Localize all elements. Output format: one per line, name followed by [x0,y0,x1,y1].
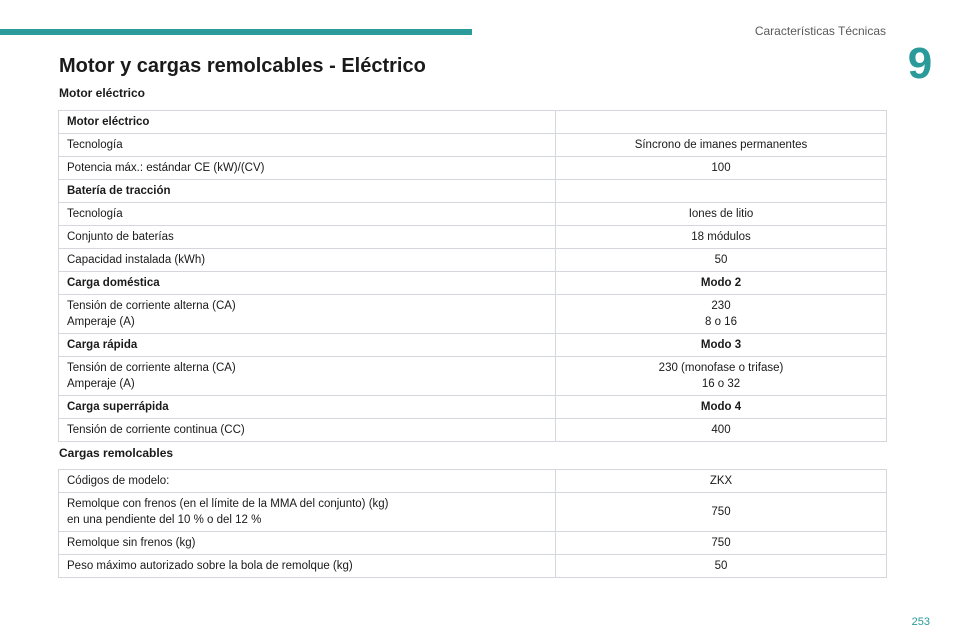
spec-label: Carga rápida [59,334,556,357]
page-title: Motor y cargas remolcables - Eléctrico [59,55,426,77]
table-row [59,226,887,249]
spec-label: Remolque con frenos (en el límite de la MMA del conjunto) (kg) en una pendiente del 10 % o del 12 % [59,493,556,532]
header-accent-bar [0,29,472,35]
spec-value [556,180,887,203]
spec-value: 18 módulos [556,226,887,249]
spec-label: Códigos de modelo: [59,470,556,493]
spec-label: Tecnología [59,203,556,226]
spec-value: ZKX [556,470,887,493]
chapter-number: 9 [907,39,933,88]
spec-value: 400 [556,419,887,442]
motor-section-heading: Motor eléctrico [59,86,146,100]
table-row [59,419,887,442]
spec-label: Conjunto de baterías [59,226,556,249]
spec-value: Modo 3 [556,334,887,357]
section-title: Características Técnicas [754,24,886,38]
table-row [59,295,887,334]
table-row [59,272,887,295]
spec-value: 750 [556,493,887,532]
table-row [59,180,887,203]
spec-label: Carga doméstica [59,272,556,295]
spec-label: Tensión de corriente continua (CC) [59,419,556,442]
motor-spec-table [58,110,887,442]
spec-value: Iones de litio [556,203,887,226]
spec-label: Capacidad instalada (kWh) [59,249,556,272]
spec-label: Batería de tracción [59,180,556,203]
table-row [59,157,887,180]
spec-label: Tecnología [59,134,556,157]
table-row [59,493,887,532]
spec-label: Motor eléctrico [59,111,556,134]
spec-value [556,111,887,134]
table-row [59,470,887,493]
spec-value: 100 [556,157,887,180]
table-row [59,111,887,134]
table-row [59,134,887,157]
spec-value: 230 8 o 16 [556,295,887,334]
spec-value: Síncrono de imanes permanentes [556,134,887,157]
spec-label: Tensión de corriente alterna (CA) Amperaje (A) [59,295,556,334]
spec-value: 50 [556,555,887,578]
spec-value: Modo 2 [556,272,887,295]
table-row [59,357,887,396]
table-row [59,396,887,419]
table-row [59,532,887,555]
spec-label: Carga superrápida [59,396,556,419]
spec-value: 750 [556,532,887,555]
spec-value: Modo 4 [556,396,887,419]
page-number: 253 [911,616,930,628]
table-row [59,334,887,357]
spec-label: Tensión de corriente alterna (CA) Amperaje (A) [59,357,556,396]
spec-label: Potencia máx.: estándar CE (kW)/(CV) [59,157,556,180]
spec-label: Remolque sin frenos (kg) [59,532,556,555]
table-row [59,555,887,578]
spec-label: Peso máximo autorizado sobre la bola de remolque (kg) [59,555,556,578]
towing-spec-table [58,469,887,578]
spec-value: 50 [556,249,887,272]
table-row [59,203,887,226]
table-row [59,249,887,272]
towing-section-heading: Cargas remolcables [59,446,174,460]
spec-value: 230 (monofase o trifase) 16 o 32 [556,357,887,396]
